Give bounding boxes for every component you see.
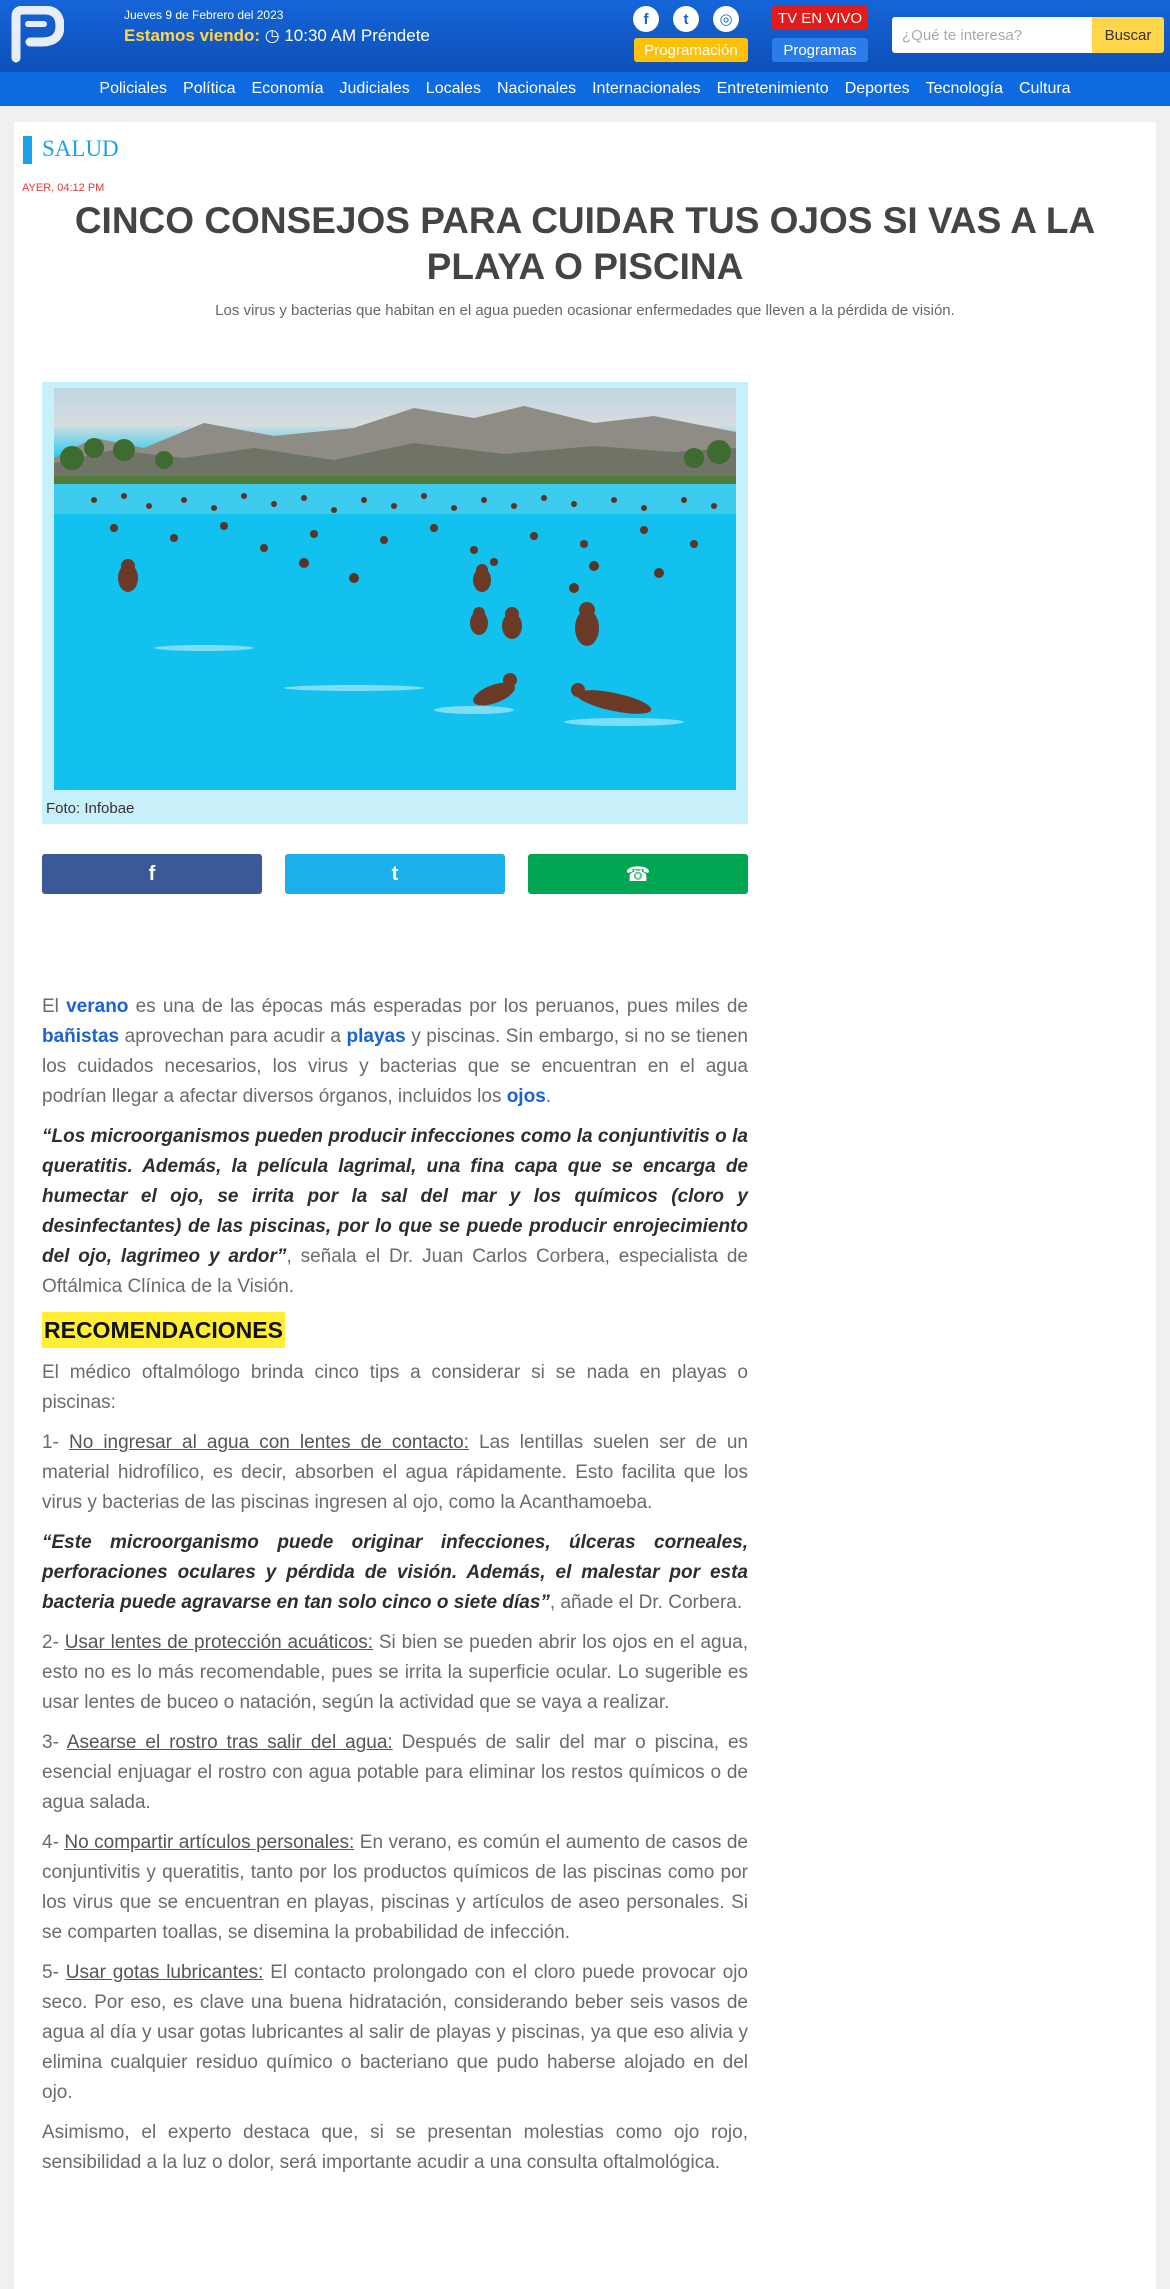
search-input[interactable] — [892, 17, 1092, 53]
nav-item-deportes[interactable]: Deportes — [844, 80, 910, 97]
share-whatsapp-button[interactable]: ☎ — [528, 854, 748, 894]
site-logo[interactable] — [10, 6, 64, 64]
text: es una de las épocas más esperadas por los peruanos, pues miles de — [128, 996, 748, 1017]
nav-item-cultura[interactable]: Cultura — [1019, 80, 1071, 97]
top-header — [0, 0, 1170, 72]
search-button[interactable]: Buscar — [1092, 17, 1164, 53]
text: aprovechan para acudir a — [119, 1026, 347, 1047]
tip-body: Si bien se pueden abrir los ojos en el agua, esto no es lo más recomendable, pues se irrita la superficie ocular. Lo sugerible es usar lentes de buceo o natación, según la actividad que se vaya a realizar. — [42, 1632, 748, 1713]
tip-1 — [42, 1428, 748, 1518]
pool-illustration — [54, 388, 736, 790]
tip-number: 2- — [42, 1632, 65, 1653]
now-watching-label: Estamos viendo: — [124, 26, 261, 45]
tip-body: Después de salir del mar o piscina, es esencial enjuagar el rostro con agua potable para eliminar los restos químicos o de agua salada. — [42, 1732, 749, 1813]
nav-item-economia[interactable]: Economía — [251, 80, 324, 97]
main-nav — [0, 72, 1170, 106]
paragraph-quote-1 — [42, 1122, 748, 1302]
article-headline: CINCO CONSEJOS PARA CUIDAR TUS OJOS SI VAS A LA PLAYA O PISCINA — [74, 200, 1096, 287]
nav-item-policiales[interactable]: Policiales — [99, 80, 168, 97]
nav-item-locales[interactable]: Locales — [425, 80, 481, 97]
quote-text: “Este microorganismo puede originar infecciones, úlceras corneales, perforaciones oculares y pérdida de visión. Además, el malestar por esta bacteria puede agravarse en tan solo cinco o siete días” — [42, 1532, 748, 1613]
now-watching-value: ◷ 10:30 AM Préndete — [264, 26, 430, 45]
programacion-button[interactable]: Programación — [634, 38, 748, 62]
tip-title: No ingresar al agua con lentes de contacto: — [68, 1432, 469, 1453]
tag-link-banistas[interactable]: bañistas — [42, 1026, 120, 1047]
photo-caption: Foto: Infobae — [46, 800, 135, 817]
section-label[interactable]: SALUD — [42, 136, 119, 161]
article-container — [14, 122, 1156, 2289]
share-facebook-button[interactable]: f — [42, 854, 262, 894]
text: y piscinas. Sin embargo, si no se tienen los cuidados necesarios, los virus y bacterias que se encuentran en el agua podrían llegar a afectar diversos órganos, incluidos los — [42, 1026, 748, 1107]
nav-item-politica[interactable]: Política — [183, 80, 236, 97]
section-marker — [23, 136, 32, 164]
tip-number: 3- — [42, 1732, 67, 1753]
tip-title: Asearse el rostro tras salir del agua: — [66, 1732, 393, 1753]
nav-item-judiciales[interactable]: Judiciales — [339, 80, 410, 97]
now-watching — [124, 26, 430, 46]
tag-link-ojos[interactable]: ojos — [506, 1086, 546, 1107]
tip-number: 1- — [42, 1432, 69, 1453]
recommendations-heading: RECOMENDACIONES — [42, 1312, 285, 1348]
share-twitter-button[interactable]: t — [285, 854, 505, 894]
paragraph-quote-2 — [42, 1528, 748, 1618]
nav-item-internacionales[interactable]: Internacionales — [592, 80, 701, 97]
programas-button[interactable]: Programas — [772, 38, 868, 62]
tip-title: No compartir artículos personales: — [64, 1832, 355, 1853]
tip-title: Usar lentes de protección acuáticos: — [64, 1632, 374, 1653]
recommendations-heading-row — [42, 1312, 748, 1348]
tag-link-verano[interactable]: verano — [66, 996, 129, 1017]
article-photo-frame — [42, 382, 748, 824]
facebook-icon[interactable]: f — [633, 6, 659, 32]
tip-number: 5- — [42, 1962, 66, 1983]
tip-4 — [42, 1828, 748, 1948]
quote-attribution: , señala el Dr. Juan Carlos Corbera, especialista de Oftálmica Clínica de la Visión. — [42, 1246, 748, 1297]
tip-body: En verano, es común el aumento de casos de conjuntivitis y queratitis, tanto por los productos químicos de las piscinas como por los virus que se encuentran en playas, piscinas y artículos de aseo personales. Si se comparten toallas, se disemina la probabilidad de infección. — [42, 1832, 748, 1943]
paragraph-tips-intro: El médico oftalmólogo brinda cinco tips a considerar si se nada en playas o piscinas: — [42, 1362, 748, 1413]
tip-2 — [42, 1628, 748, 1718]
tip-title: Usar gotas lubricantes: — [65, 1962, 264, 1983]
current-date: Jueves 9 de Febrero del 2023 — [124, 8, 284, 22]
tip-body: El contacto prolongado con el cloro puede provocar ojo seco. Por eso, es clave una buena hidratación, considerando beber seis vasos de agua al día y usar gotas lubricantes al salir de playas y piscinas, ya que eso alivia y elimina cualquier residuo químico o bacteriano que pudo haberse alojado en del ojo. — [42, 1962, 748, 2103]
article-photo — [54, 388, 736, 790]
tip-5 — [42, 1958, 748, 2108]
twitter-icon[interactable]: t — [673, 6, 699, 32]
instagram-icon[interactable]: ◎ — [713, 6, 739, 32]
tip-body: Las lentillas suelen ser de un material hidrofílico, es decir, absorben el agua rápidamente. Esto facilita que los virus y bacterias de las piscinas ingresen al ojo, como la Acanthamoeba. — [42, 1432, 748, 1513]
paragraph-closing: Asimismo, el experto destaca que, si se presentan molestias como ojo rojo, sensibilidad a la luz o dolor, será importante acudir a una consulta oftalmológica. — [42, 2122, 748, 2173]
tip-3 — [42, 1728, 748, 1818]
nav-item-entretenimiento[interactable]: Entretenimiento — [716, 80, 829, 97]
text: . — [545, 1086, 552, 1107]
paragraph-intro — [42, 992, 748, 1112]
tag-link-playas[interactable]: playas — [346, 1026, 406, 1047]
nav-item-tecnologia[interactable]: Tecnología — [925, 80, 1003, 97]
article-subhead: Los virus y bacterias que habitan en el agua pueden ocasionar enfermedades que lleven a la pérdida de visión. — [215, 302, 955, 319]
quote-text: “Los microorganismos pueden producir infecciones como la conjuntivitis o la queratitis. Además, la película lagrimal, una fina capa que se encarga de humectar el ojo, se irrita por la sal del mar y los químicos (cloro y desinfectantes) de las piscinas, por lo que se puede producir enrojecimiento del ojo, lagrimeo y ardor” — [42, 1126, 748, 1267]
article-timestamp: AYER, 04:12 PM — [22, 182, 105, 194]
tv-en-vivo-button[interactable]: TV EN VIVO — [772, 6, 868, 30]
tip-number: 4- — [42, 1832, 65, 1853]
quote-attribution: , añade el Dr. Corbera. — [549, 1592, 743, 1613]
nav-item-nacionales[interactable]: Nacionales — [496, 80, 577, 97]
text: El — [42, 996, 67, 1017]
article-body — [42, 992, 748, 2188]
